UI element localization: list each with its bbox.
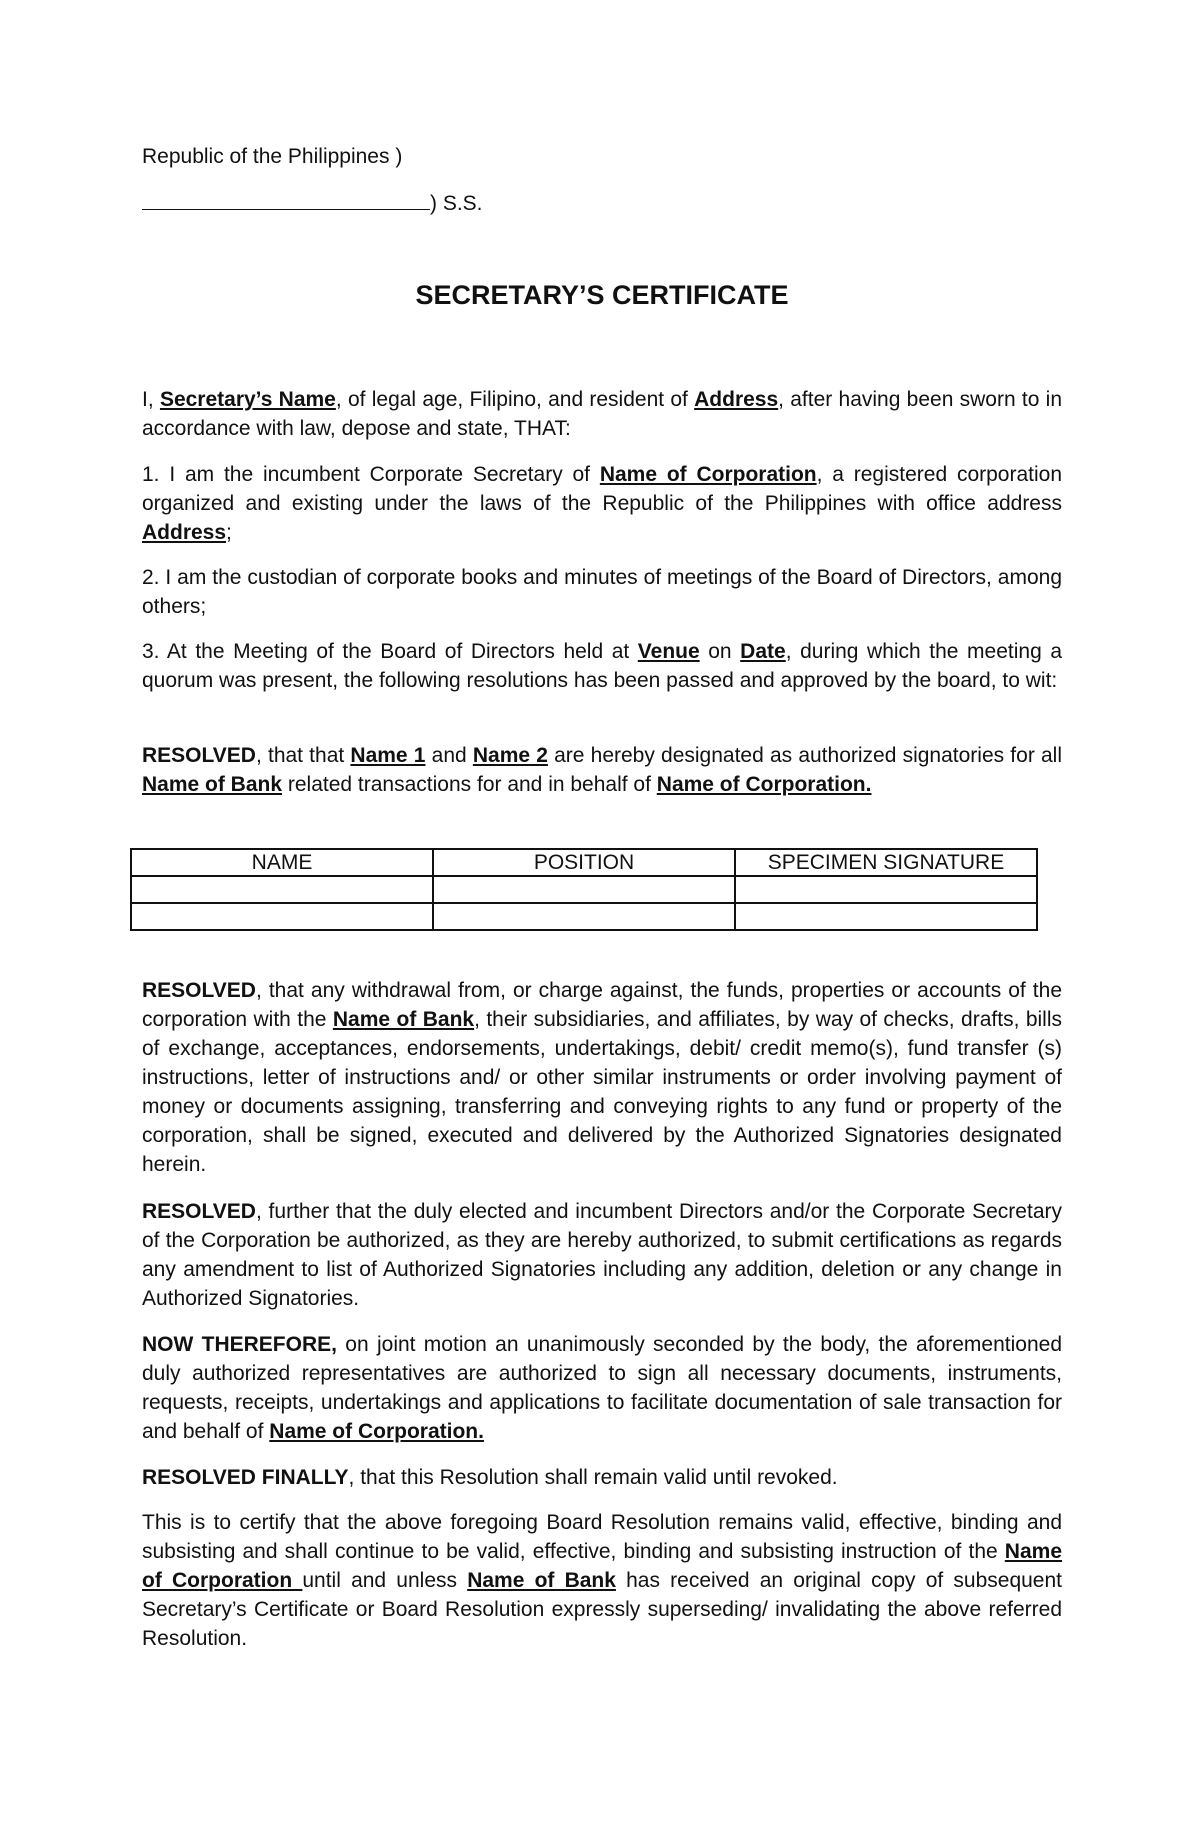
resolved-finally-paragraph — [142, 1463, 1062, 1492]
placeholder-corporation-name: Name of Corporation — [599, 463, 817, 486]
item-3-paragraph — [142, 637, 1062, 695]
resolved1-text-2: and — [425, 744, 473, 767]
table-cell — [131, 876, 433, 903]
venue-header-line: Republic of the Philippines ) — [142, 145, 403, 168]
placeholder-secretary-name: Secretary’s Name — [159, 388, 336, 411]
intro-paragraph — [142, 385, 1062, 443]
now-therefore-paragraph — [142, 1330, 1062, 1446]
resolved2-text-1: , that any withdrawal from, or charge against, the funds, properties or accounts of the corporation with the — [142, 979, 1062, 1031]
placeholder-name-2: Name 2 — [472, 744, 548, 767]
table-row — [131, 876, 1037, 903]
resolved2-text-2: , their subsidiaries, and affiliates, by way of checks, drafts, bills of exchange, acceptances, endorsements, undertakings, debit/ credit memo(s), fund transfer (s) instructions, letter of instructions and/ or other similar instruments or order involving payment of money or documents assigning, transferring and conveying rights to any fund or property of the corporation, shall be signed, executed and delivered by the Authorized Signatories designated herein. — [142, 1008, 1063, 1176]
intro-text-1: I, — [142, 388, 160, 411]
resolved1-text-3: are hereby designated as authorized signatories for all — [547, 744, 1062, 767]
ss-label: ) S.S. — [430, 192, 483, 215]
certify-paragraph — [142, 1508, 1062, 1653]
item-2-paragraph: 2. I am the custodian of corporate books and minutes of meetings of the Board of Directors, among others; — [142, 566, 1062, 618]
now-therefore-text: on joint motion an unanimously seconded by the body, the aforementioned duly authorized representatives are authorized to sign all necessary documents, instruments, requests, receipts, undertakings and applications to facilitate documentation of sale transaction for and behalf of — [142, 1333, 1062, 1443]
table-cell — [131, 903, 433, 930]
document-title: SECRETARY’S CERTIFICATE — [415, 280, 789, 310]
resolved-lead: RESOLVED — [142, 744, 256, 767]
resolved3-text-1: , further that the duly elected and incumbent Directors and/or the Corporate Secretary of the Corporation be authorized, as they are hereby authorized, to submit certifications as regards any amendment to list of Authorized Signatories including any addition, deletion or any change in Authorized Signatories. — [142, 1200, 1062, 1310]
item3-text-1: 3. At the Meeting of the Board of Directors held at — [142, 640, 638, 663]
resolved1-text-1: , that that — [255, 744, 351, 767]
placeholder-corporation-name: Name of Corporation — [142, 1540, 1062, 1592]
resolved-finally-lead: RESOLVED FINALLY — [142, 1466, 349, 1489]
certify-text-2: until and unless — [302, 1569, 468, 1592]
resolved-certifications-paragraph — [142, 1197, 1062, 1313]
item1-text-3: ; — [226, 521, 232, 544]
resolved-withdrawal-paragraph — [142, 976, 1062, 1179]
certify-text-1: This is to certify that the above foregoing Board Resolution remains valid, effective, binding and subsisting and shall continue to be valid, effective, binding and subsisting instruction of the — [142, 1511, 1062, 1563]
column-header-specimen-signature: SPECIMEN SIGNATURE — [735, 849, 1037, 876]
placeholder-venue: Venue — [637, 640, 700, 663]
resolved-lead: RESOLVED — [142, 1200, 256, 1223]
table-cell — [735, 876, 1037, 903]
placeholder-corporation-name: Name of Corporation. — [269, 1420, 484, 1443]
resolved-lead: RESOLVED — [142, 979, 256, 1002]
placeholder-name-1: Name 1 — [350, 744, 426, 767]
item3-text-2: on — [699, 640, 741, 663]
item1-text-2: , a registered corporation organized and existing under the laws of the Republic of the Philippines with office address — [142, 463, 1063, 515]
resolved-signatories-paragraph — [142, 741, 1062, 799]
table-cell — [433, 903, 735, 930]
table-header-row — [131, 849, 1037, 876]
placeholder-bank-name: Name of Bank — [467, 1569, 616, 1592]
item1-text-1: 1. I am the incumbent Corporate Secretary of — [142, 463, 600, 486]
placeholder-date: Date — [740, 640, 786, 663]
placeholder-office-address: Address — [142, 521, 227, 544]
column-header-name: NAME — [131, 849, 433, 876]
intro-text-3: , after having been sworn to in accordance with law, depose and state, THAT: — [142, 388, 1063, 440]
signatories-table — [130, 848, 1038, 931]
placeholder-address: Address — [694, 388, 779, 411]
column-header-position: POSITION — [433, 849, 735, 876]
now-therefore-lead: NOW THEREFORE, — [142, 1333, 337, 1356]
placeholder-bank-name: Name of Bank — [142, 773, 283, 796]
item-1-paragraph — [142, 460, 1062, 547]
blank-underline — [142, 193, 430, 210]
table-cell — [735, 903, 1037, 930]
venue-blank-line — [142, 189, 483, 218]
item3-text-3: , during which the meeting a quorum was present, the following resolutions has been passed and approved by the board, to wit: — [142, 640, 1063, 692]
certify-text-3: has received an original copy of subsequent Secretary’s Certificate or Board Resolution expressly superseding/ invalidating the above referred Resolution. — [142, 1569, 1062, 1650]
resolved1-text-4: related transactions for and in behalf of — [282, 773, 657, 796]
placeholder-corporation-name: Name of Corporation. — [656, 773, 872, 796]
placeholder-bank-name: Name of Bank — [332, 1008, 475, 1031]
table-cell — [433, 876, 735, 903]
table-row — [131, 903, 1037, 930]
resolved-finally-text: , that this Resolution shall remain valid until revoked. — [348, 1466, 838, 1489]
intro-text-2: , of legal age, Filipino, and resident of — [335, 388, 695, 411]
